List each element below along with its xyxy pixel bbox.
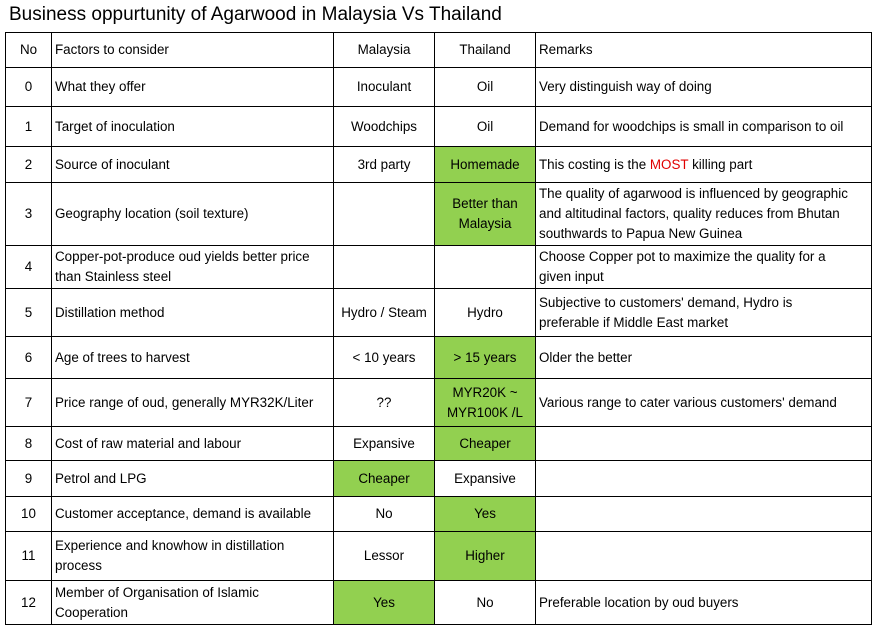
cell-line: process [55,558,102,573]
row-remarks: Preferable location by oud buyers [536,581,872,625]
row-no: 11 [6,532,52,581]
cell-line: preferable if Middle East market [539,314,729,330]
row-no: 6 [6,337,52,379]
row-thailand: Homemade [435,147,536,183]
row-thailand: > 15 years [435,337,536,379]
table-row [6,461,872,497]
row-remarks [536,532,872,581]
remarks-emphasis: MOST [649,156,689,172]
cell-line: Better than [452,196,518,211]
row-factor: Cost of raw material and labour [52,427,334,461]
table-row [6,337,872,379]
row-malaysia: Cheaper [334,461,435,497]
row-no: 12 [6,581,52,625]
row-no: 3 [6,183,52,246]
row-no: 7 [6,379,52,427]
row-factor: Customer acceptance, demand is available [52,497,334,532]
page-title: Business oppurtunity of Agarwood in Malaysia Vs Thailand [9,4,502,25]
row-remarks [536,497,872,532]
cell-line: given input [539,269,604,284]
row-factor: Price range of oud, generally MYR32K/Liter [52,379,334,427]
row-no: 0 [6,68,52,107]
row-remarks [536,183,872,246]
row-malaysia: < 10 years [334,337,435,379]
row-thailand [435,379,536,427]
row-no: 10 [6,497,52,532]
row-thailand: Yes [435,497,536,532]
table-row [6,68,872,107]
row-malaysia: Woodchips [334,107,435,147]
row-malaysia: Inoculant [334,68,435,107]
row-no: 5 [6,289,52,337]
row-no: 8 [6,427,52,461]
row-no: 9 [6,461,52,497]
header-no: No [6,33,52,68]
row-malaysia: Expansive [334,427,435,461]
remarks-text: killing part [688,156,753,172]
table-row [6,107,872,147]
cell-line: Choose Copper pot to maximize the quality for a [539,249,826,264]
cell-line: Experience and knowhow in distillation [55,538,285,553]
row-remarks [536,289,872,337]
row-remarks [536,461,872,497]
row-remarks: Very distinguish way of doing [536,68,872,107]
row-thailand: Hydro [435,289,536,337]
row-thailand [435,183,536,246]
row-malaysia: No [334,497,435,532]
row-factor: Target of inoculation [52,107,334,147]
row-thailand: Cheaper [435,427,536,461]
cell-line: than Stainless steel [55,269,172,284]
table-row [6,532,872,581]
row-thailand [435,246,536,289]
table-row [6,379,872,427]
cell-line: MYR100K /L [447,404,523,420]
table-row [6,147,872,183]
row-remarks: Older the better [536,337,872,379]
table-row [6,289,872,337]
cell-line: Subjective to customers' demand, Hydro is [539,294,793,310]
cell-line: and altitudinal factors, quality reduces from Bhutan [539,206,840,221]
cell-line: Copper-pot-produce oud yields better price [55,249,310,264]
row-factor: Petrol and LPG [52,461,334,497]
table-row [6,246,872,289]
row-malaysia: Hydro / Steam [334,289,435,337]
table-row [6,497,872,532]
comparison-table [5,32,872,625]
row-no: 2 [6,147,52,183]
row-factor: Geography location (soil texture) [52,183,334,246]
row-malaysia [334,183,435,246]
remarks-text: This costing is the [539,156,650,172]
row-factor [52,532,334,581]
row-thailand: No [435,581,536,625]
row-factor: Source of inoculant [52,147,334,183]
header-factor: Factors to consider [52,33,334,68]
header-thailand: Thailand [435,33,536,68]
row-factor: Distillation method [52,289,334,337]
row-remarks: Various range to cater various customers' demand [536,379,872,427]
row-malaysia: ?? [334,379,435,427]
row-remarks [536,427,872,461]
row-remarks [536,147,872,183]
cell-line: The quality of agarwood is influenced by geographic [539,186,848,201]
table-row [6,427,872,461]
row-malaysia: Yes [334,581,435,625]
cell-line: MYR20K ~ [452,384,518,400]
row-remarks [536,246,872,289]
row-malaysia [334,246,435,289]
cell-line: Malaysia [458,216,512,231]
header-remarks: Remarks [536,33,872,68]
cell-line: southwards to Papua New Guinea [539,226,743,241]
row-factor [52,246,334,289]
row-no: 4 [6,246,52,289]
row-factor [52,581,334,625]
row-thailand: Oil [435,107,536,147]
row-factor: What they offer [52,68,334,107]
row-malaysia: Lessor [334,532,435,581]
row-no: 1 [6,107,52,147]
cell-line: Member of Organisation of Islamic [55,584,259,600]
table-row [6,581,872,625]
row-malaysia: 3rd party [334,147,435,183]
row-thailand: Oil [435,68,536,107]
row-thailand: Expansive [435,461,536,497]
table-row [6,183,872,246]
header-row [6,33,872,68]
row-thailand: Higher [435,532,536,581]
header-malaysia: Malaysia [334,33,435,68]
row-remarks: Demand for woodchips is small in comparison to oil [536,107,872,147]
row-factor: Age of trees to harvest [52,337,334,379]
cell-line: Cooperation [55,604,128,620]
